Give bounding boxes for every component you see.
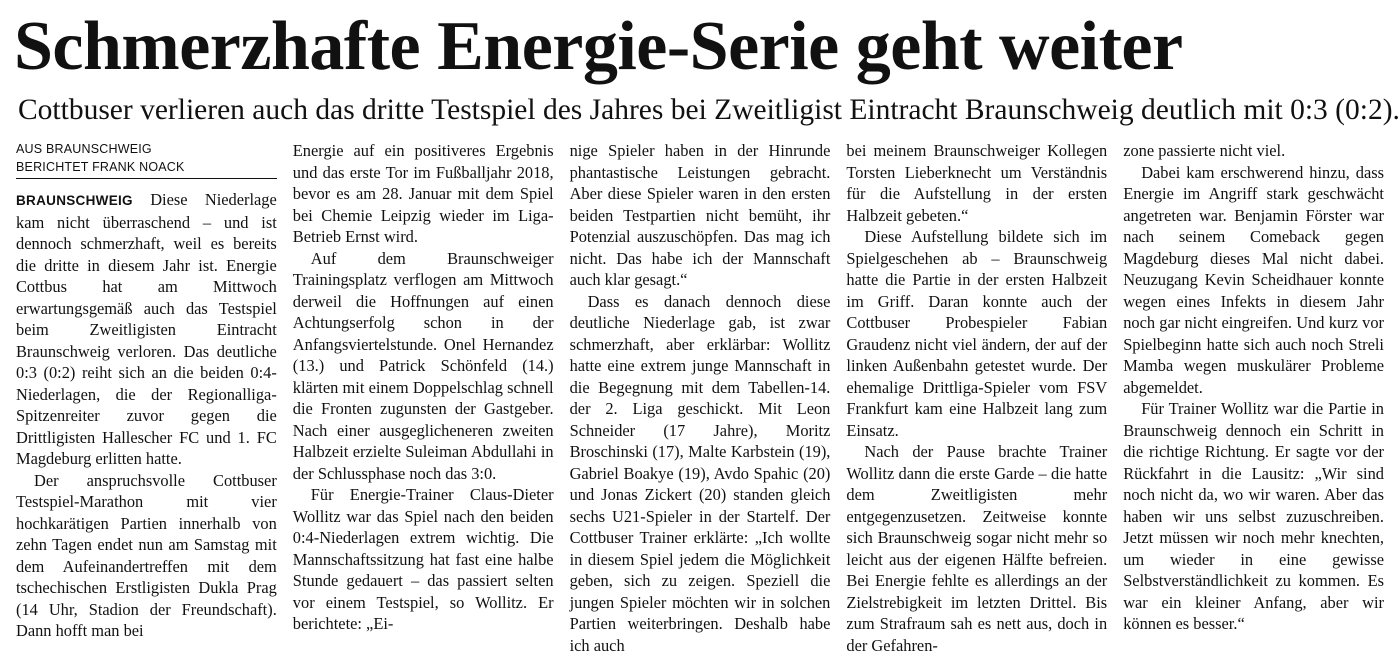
paragraph: Energie auf ein positiveres Ergebnis und das erste Tor im Fußballjahr 2018, bevor es am 28. Januar mit dem Spiel bei Chemie Leipzig wieder im Liga-Betrieb Ernst wird. [293, 140, 554, 248]
byline-author: BERICHTET FRANK NOACK [16, 158, 277, 176]
paragraph: Für Energie-Trainer Claus-Dieter Wollitz war das Spiel nach den beiden 0:4-Niederlagen extrem wichtig. Die Mannschaftssitzung hat fast eine halbe Stunde gedauert – das passiert selten vor einem Testspiel, so Wollitz. Er berichtete: „Ei- [293, 484, 554, 635]
paragraph: zone passierte nicht viel. [1123, 140, 1384, 162]
paragraph: nige Spieler haben in der Hinrunde phantastische Leistungen gebracht. Aber diese Spieler waren in den ersten beiden Testpartien nicht bemüht, ihr Potenzial auszuschöpfen. Das mag ich nicht. Das habe ich der Mannschaft auch klar gesagt.“ [570, 140, 831, 291]
paragraph: Der anspruchsvolle Cottbuser Testspiel-Marathon mit vier hochkarätigen Partien innerhalb von zehn Tagen endet nun am Samstag mit dem Aufeinandertreffen mit dem tschechischen Erstligisten Dukla Prag (14 Uhr, Stadion der Freundschaft). Dann hofft man bei [16, 470, 277, 642]
byline-location: AUS BRAUNSCHWEIG [16, 140, 277, 158]
article-column-3 [562, 140, 839, 610]
paragraph: Nach der Pause brachte Trainer Wollitz dann die erste Garde – die hatte dem Zweitligisten mehr entgegenzusetzen. Zeitweise konnte sich Braunschweig sogar nicht mehr so leicht aus der eigenen Hälfte befreien. Bei Energie fehlte es allerdings an der Zielstrebigkeit im letzten Drittel. Bis zum Strafraum sah es nett aus, doch in der Gefahren- [846, 441, 1107, 656]
article-column-2 [285, 140, 562, 610]
dateline: BRAUNSCHWEIG [16, 193, 133, 208]
newspaper-page [0, 6, 1400, 624]
article-column-1 [8, 140, 285, 610]
paragraph: Dass es danach dennoch diese deutliche Niederlage gab, ist zwar schmerzhaft, aber erklärbar: Wollitz hatte eine extrem junge Mannschaft in die Begegnung mit dem Tabellen-14. der 2. Liga geschickt. Mit Leon Schneider (17 Jahre), Moritz Broschinski (17), Malte Karbstein (19), Gabriel Boakye (19), Avdo Spahic (20) und Jonas Zickert (20) standen gleich sechs U21-Spieler in der Startelf. Der Cottbuser Trainer erklärte: „Ich wollte in diesem Spiel jedem die Möglichkeit geben, sich zu zeigen. Speziell die jungen Spieler möchten wir in solchen Partien weiterbringen. Deshalb habe ich auch [570, 291, 831, 656]
article-body [8, 140, 1392, 610]
paragraph [16, 189, 277, 470]
byline [16, 140, 277, 179]
article-column-4 [838, 140, 1115, 610]
paragraph: Diese Aufstellung bildete sich im Spielgeschehen ab – Braunschweig hatte die Partie in der ersten Halbzeit im Griff. Daran konnte auch der Cottbuser Probespieler Fabian Graudenz nicht viel ändern, der auf der linken Außenbahn getestet wurde. Der ehemalige Drittliga-Spieler vom FSV Frankfurt kam eine Halbzeit lang zum Einsatz. [846, 226, 1107, 441]
article-column-5 [1115, 140, 1392, 610]
paragraph: bei meinem Braunschweiger Kollegen Torsten Lieberknecht um Verständnis für die Aufstellung in der ersten Halbzeit gebeten.“ [846, 140, 1107, 226]
paragraph: Dabei kam erschwerend hinzu, dass Energie im Angriff stark geschwächt angetreten war. Benjamin Förster war nach seinem Comeback gegen Magdeburg dieses Mal nicht dabei. Neuzugang Kevin Scheidhauer konnte wegen eines Infekts in diesem Jahr noch gar nicht eingreifen. Und kurz vor Spielbeginn hatte sich auch noch Streli Mamba wegen muskulärer Probleme abgemeldet. [1123, 162, 1384, 399]
paragraph: Auf dem Braunschweiger Trainingsplatz verflogen am Mittwoch derweil die Hoffnungen auf einen Achtungserfolg schon in der Anfangsviertelstunde. Onel Hernandez (13.) und Patrick Schönfeld (14.) klärten mit einem Doppelschlag schnell die Fronten zugunsten der Gastgeber. Nach einer ausgeglicheneren zweiten Halbzeit erzielte Suleiman Abdullahi in der Schlussphase noch das 3:0. [293, 248, 554, 485]
paragraph: Für Trainer Wollitz war die Partie in Braunschweig dennoch ein Schritt in die richtige Richtung. Er sagte vor der Rückfahrt in die Lausitz: „Wir sind noch nicht da, wo wir waren. Aber das haben wir uns selbst zuzuschreiben. Jetzt müssen wir noch mehr knechten, um wieder in eine gewisse Selbstverständlichkeit zu kommen. Es war ein kleiner Anfang, aber wir können es besser.“ [1123, 398, 1384, 635]
paragraph-text: Diese Niederlage kam nicht überraschend – und ist dennoch schmerzhaft, weil es bereits die dritte in diesem Jahr ist. Energie Cottbus hat am Mittwoch erwartungsgemäß auch das Testspiel beim Zweitligisten Eintracht Braunschweig verloren. Das deutliche 0:3 (0:2) reiht sich an die beiden 0:4-Niederlagen, die der Regionalliga-Spitzenreiter zuvor gegen die Drittligisten Hallescher FC und 1. FC Magdeburg erlitten hatte. [16, 190, 277, 468]
article-headline: Schmerzhafte Energie-Serie geht weiter [14, 6, 1392, 88]
article-subheadline: Cottbuser verlieren auch das dritte Testspiel des Jahres bei Zweitligist Eintracht Braunschweig deutlich mit 0:3 (0:2). [18, 90, 1392, 130]
